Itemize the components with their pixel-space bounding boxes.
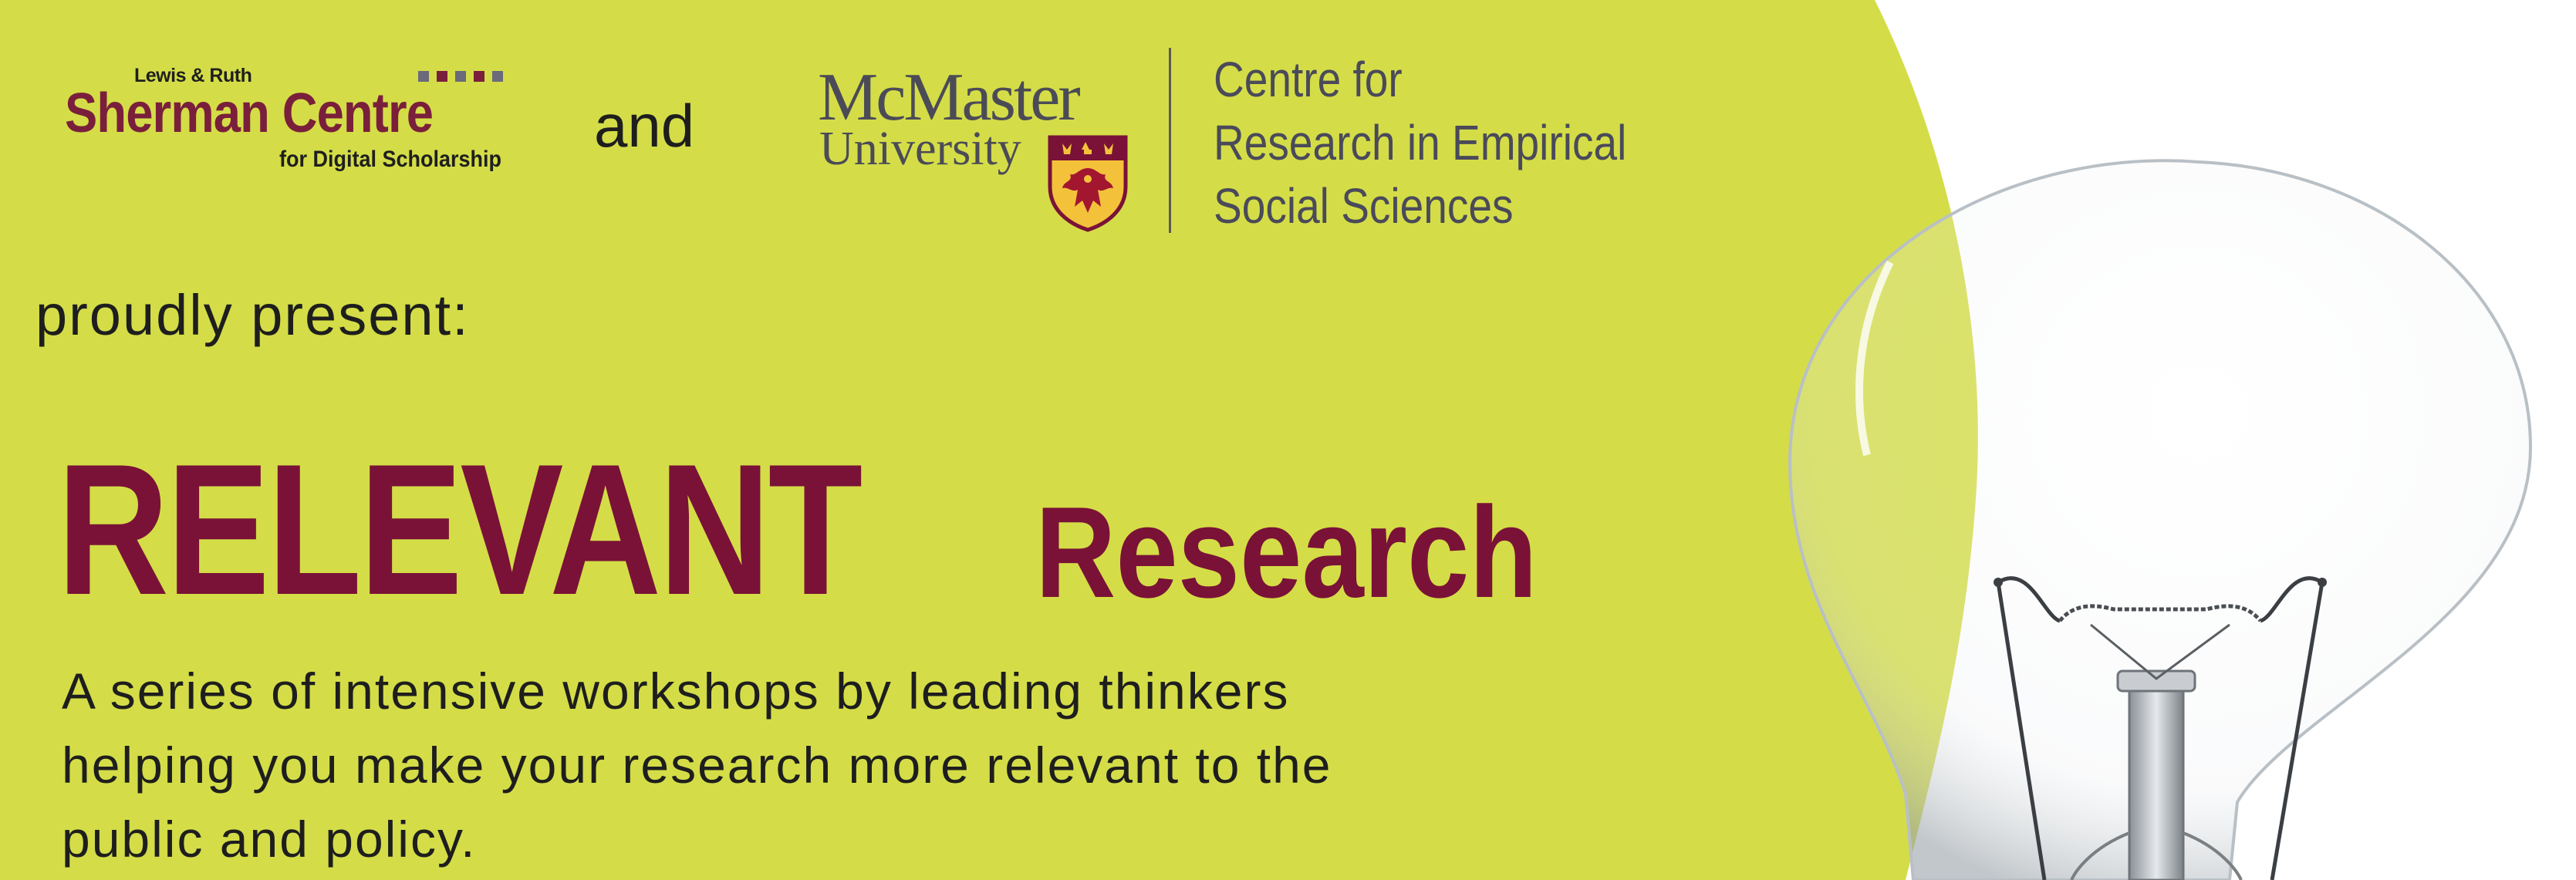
- sherman-squares-icon: [418, 71, 503, 82]
- sherman-top-line: Lewis & Ruth: [134, 65, 252, 86]
- description-line-3: public and policy.: [62, 811, 477, 868]
- mcmaster-logo: [818, 59, 1142, 236]
- sherman-bottom-line: for Digital Scholarship: [279, 147, 501, 172]
- description: [62, 654, 1682, 876]
- mcmaster-name: McMaster: [818, 60, 1079, 135]
- sherman-centre-logo: [65, 65, 512, 180]
- cress-line-2: Research in Empirical: [1214, 115, 1627, 170]
- and-connector: and: [594, 92, 695, 160]
- logo-divider: [1169, 48, 1171, 233]
- cress-logo-text: [1214, 48, 1693, 238]
- sherman-name: Sherman Centre: [65, 83, 434, 144]
- cress-line-3: Social Sciences: [1214, 178, 1514, 234]
- description-line-2: helping you make your research more relevant to the: [62, 737, 1332, 794]
- title-main: RELEVANT: [57, 426, 861, 634]
- description-line-1: A series of intensive workshops by leading thinkers: [62, 663, 1290, 720]
- mcmaster-crest-icon: [1045, 133, 1130, 233]
- event-title: [57, 423, 1538, 637]
- intro-text: proudly present:: [35, 283, 470, 347]
- mcmaster-university: University: [819, 123, 1021, 175]
- title-secondary: Research: [1035, 480, 1538, 625]
- cress-line-1: Centre for: [1214, 52, 1403, 107]
- light-bulb-icon: [1767, 139, 2569, 880]
